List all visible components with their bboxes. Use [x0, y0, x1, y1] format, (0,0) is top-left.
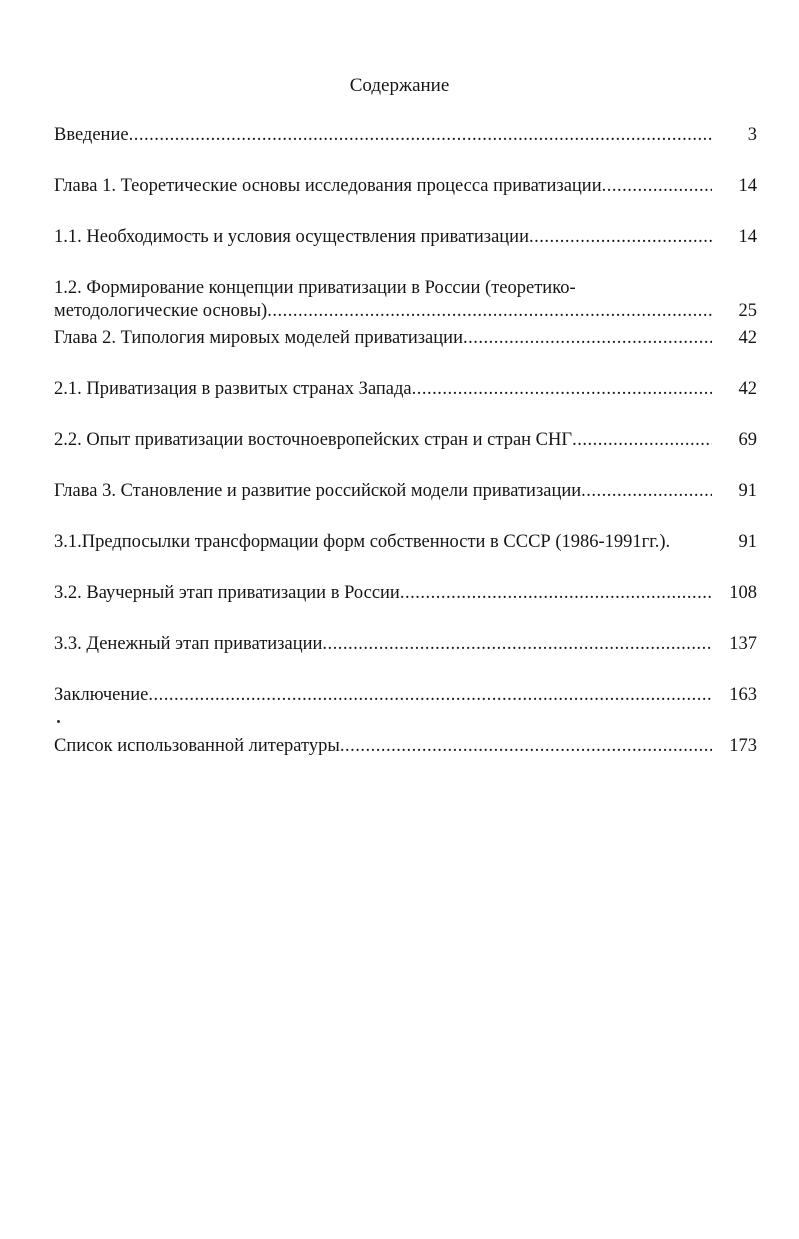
stray-mark	[57, 720, 60, 723]
toc-entry-chapter-3	[54, 479, 712, 503]
toc-entry-section-1-1	[54, 225, 712, 249]
toc-page-number: 137	[729, 634, 757, 654]
toc-entry-section-1-2-first-line: 1.2. Формирование концепции приватизации в России (теоретико-	[54, 278, 576, 298]
leader-dots	[322, 632, 712, 656]
toc-page-number: 108	[729, 583, 757, 603]
leader-dots	[400, 581, 712, 605]
toc-page-number: 14	[738, 227, 757, 247]
toc-page-number: 91	[738, 481, 757, 501]
toc-entry-label: 1.1. Необходимость и условия осуществления приватизации	[54, 227, 529, 247]
toc-page-number: 91	[738, 532, 757, 552]
toc-entry-section-2-1	[54, 377, 712, 401]
toc-entry-label: Глава 2. Типология мировых моделей приватизации	[54, 328, 463, 348]
leader-dots	[463, 326, 712, 350]
toc-page-number: 42	[738, 379, 757, 399]
toc-entry-chapter-1	[54, 174, 712, 198]
leader-dots	[148, 683, 712, 707]
toc-entry-label: Список использованной литературы	[54, 736, 340, 756]
toc-entry-introduction	[54, 123, 712, 147]
toc-entry-bibliography	[54, 734, 712, 758]
toc-entry-label: 2.2. Опыт приватизации восточноевропейских стран и стран СНГ	[54, 430, 573, 450]
toc-entry-label: 3.3. Денежный этап приватизации	[54, 634, 323, 654]
leader-dots	[529, 225, 712, 249]
toc-page-number: 163	[729, 685, 757, 705]
toc-page-number: 25	[738, 301, 757, 321]
toc-entry-label: методологические основы)	[54, 301, 268, 321]
toc-entry-section-3-1: 3.1.Предпосылки трансформации форм собственности в СССР (1986-1991гг.).	[54, 532, 671, 552]
page-title: Содержание	[349, 75, 450, 96]
toc-entry-conclusion	[54, 683, 712, 707]
toc-entry-section-3-3	[54, 632, 712, 656]
toc-page-number: 42	[738, 328, 757, 348]
toc-entry-section-1-2	[54, 299, 712, 323]
toc-entry-section-3-2	[54, 581, 712, 605]
toc-entry-label: Глава 3. Становление и развитие российской модели приватизации	[54, 481, 582, 501]
leader-dots	[572, 428, 712, 452]
toc-entry-label: 3.2. Ваучерный этап приватизации в России	[54, 583, 400, 603]
toc-entry-label: Введение	[54, 125, 129, 145]
toc-page-number: 14	[738, 176, 757, 196]
leader-dots	[412, 377, 712, 401]
leader-dots	[581, 479, 712, 503]
leader-dots	[602, 174, 712, 198]
toc-entry-chapter-2	[54, 326, 712, 350]
leader-dots	[340, 734, 712, 758]
toc-entry-section-2-2	[54, 428, 712, 452]
toc-entry-label: Глава 1. Теоретические основы исследования процесса приватизации	[54, 176, 602, 196]
leader-dots	[267, 299, 712, 323]
toc-page-number: 69	[738, 430, 757, 450]
toc-page-number: 3	[747, 125, 757, 145]
toc-entry-label: 2.1. Приватизация в развитых странах Запада	[54, 379, 412, 399]
toc-entry-label: Заключение	[54, 685, 149, 705]
toc-page-number: 173	[729, 736, 757, 756]
leader-dots	[129, 123, 712, 147]
